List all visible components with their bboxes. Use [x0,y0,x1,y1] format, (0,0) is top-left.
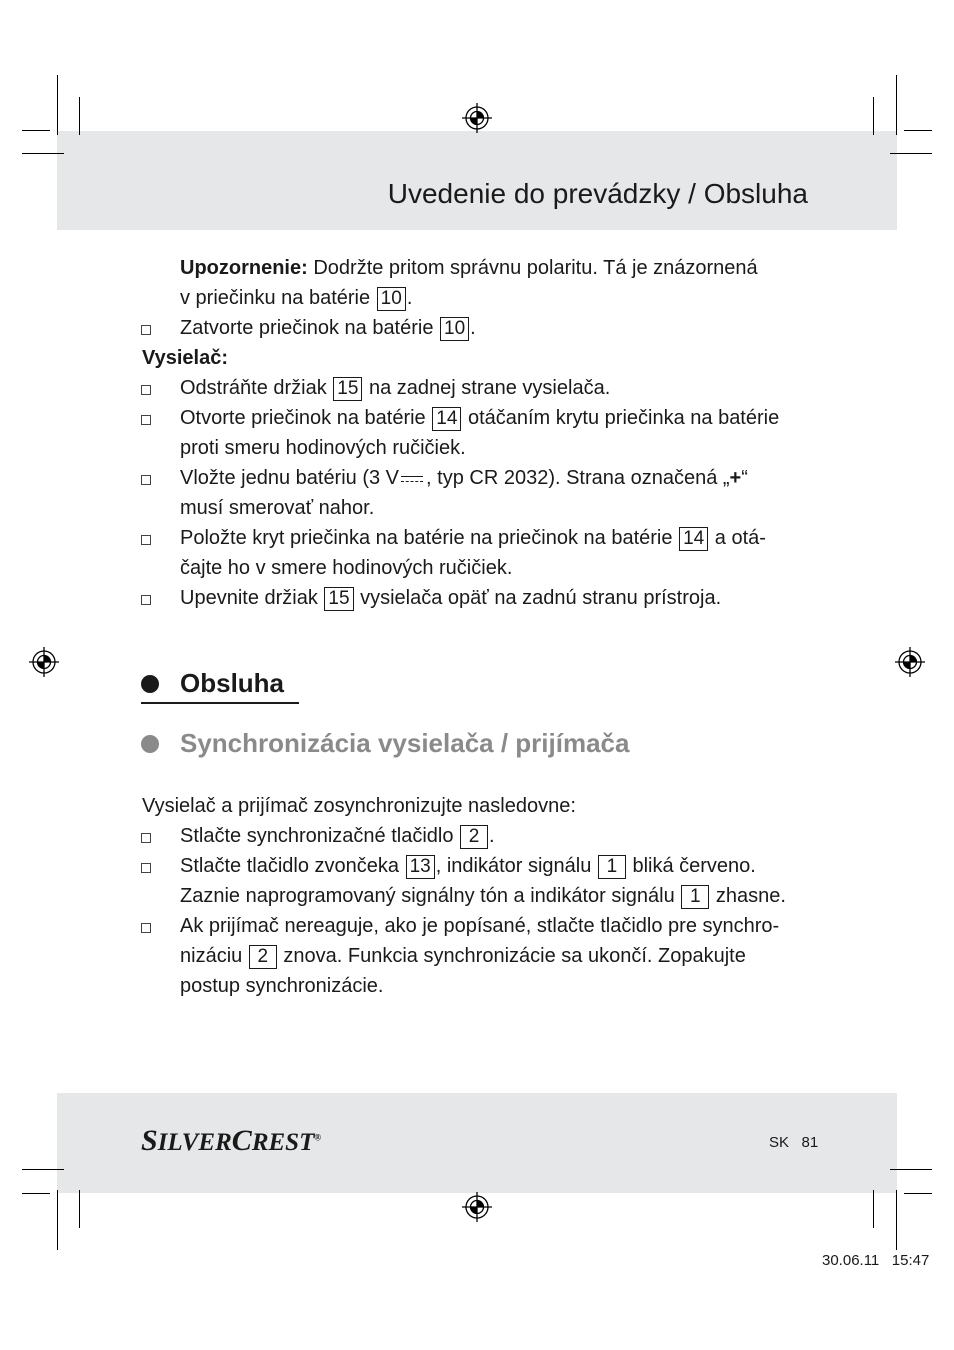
note-line-2: v priečinku na batérie 10 . [180,287,413,309]
list-item: Položte kryt priečinka na batérie na priečinok na batérie 14 a otá- [180,527,766,549]
part-ref: 10 [377,287,406,311]
section-heading-sync: Synchronizácia vysielača / prijímača [180,728,630,758]
list-item: Odstráňte držiak 15 na zadnej strane vysielača. [180,377,611,399]
list-item-continuation: musí smerovať nahor. [180,497,375,519]
part-ref: 2 [460,825,488,849]
print-timestamp: 30.06.11 15:47 [822,1252,930,1269]
heading-underline [141,702,299,704]
page-number: SK 81 [769,1134,819,1151]
checkbox-bullet-icon [141,923,151,933]
list-item-continuation: nizáciu 2 znova. Funkcia synchronizácie sa ukončí. Zopakujte [180,945,746,967]
registration-mark-icon [29,647,59,677]
list-item-continuation: čajte ho v smere hodinových ručičiek. [180,557,513,579]
checkbox-bullet-icon [141,475,151,485]
list-item-continuation: Zaznie naprogramovaný signálny tón a indikátor signálu 1 zhasne. [180,885,786,907]
part-ref: 14 [432,407,461,431]
bullet-dot-icon [141,675,159,693]
checkbox-bullet-icon [141,833,151,843]
section-heading-operation: Obsluha [180,668,285,698]
note-label: Upozornenie: [180,257,308,279]
part-ref: 13 [406,855,435,879]
list-item-continuation: proti smeru hodinových ručičiek. [180,437,466,459]
list-item-continuation: postup synchronizácie. [180,975,384,997]
checkbox-bullet-icon [141,325,151,335]
checkbox-bullet-icon [141,385,151,395]
registration-mark-icon [462,103,492,133]
list-item: Otvorte priečinok na batérie 14 otáčaním krytu priečinka na batérie [180,407,780,429]
bullet-dot-icon [141,735,159,753]
checkbox-bullet-icon [141,535,151,545]
list-item: Zatvorte priečinok na batérie 10 . [180,317,476,339]
part-ref: 14 [679,527,708,551]
part-ref: 10 [440,317,469,341]
checkbox-bullet-icon [141,863,151,873]
registration-mark-icon [895,647,925,677]
part-ref: 1 [681,885,709,909]
list-item: Vložte jednu batériu (3 V , typ CR 2032). Strana označená „+“ [180,467,748,489]
list-item: Upevnite držiak 15 vysielača opäť na zadnú stranu prístroja. [180,587,722,609]
part-ref: 2 [249,945,277,969]
part-ref: 1 [598,855,626,879]
note-line-1: Upozornenie: Dodržte pritom správnu polaritu. Tá je znázornená [180,257,758,279]
silvercrest-logo: SILVERCREST® [141,1124,322,1157]
checkbox-bullet-icon [141,595,151,605]
list-item: Ak prijímač nereaguje, ako je popísané, stlačte tlačidlo pre synchro- [180,915,780,937]
part-ref: 15 [333,377,362,401]
subheading-transmitter: Vysielač: [142,347,228,369]
checkbox-bullet-icon [141,415,151,425]
sync-intro: Vysielač a prijímač zosynchronizujte nasledovne: [142,795,576,817]
page-title: Uvedenie do prevádzky / Obsluha [387,178,808,209]
registration-mark-icon [462,1192,492,1222]
list-item: Stlačte tlačidlo zvončeka 13 , indikátor signálu 1 bliká červeno. [180,855,756,877]
direct-current-icon [399,474,425,484]
list-item: Stlačte synchronizačné tlačidlo 2 . [180,825,495,847]
part-ref: 15 [324,587,353,611]
